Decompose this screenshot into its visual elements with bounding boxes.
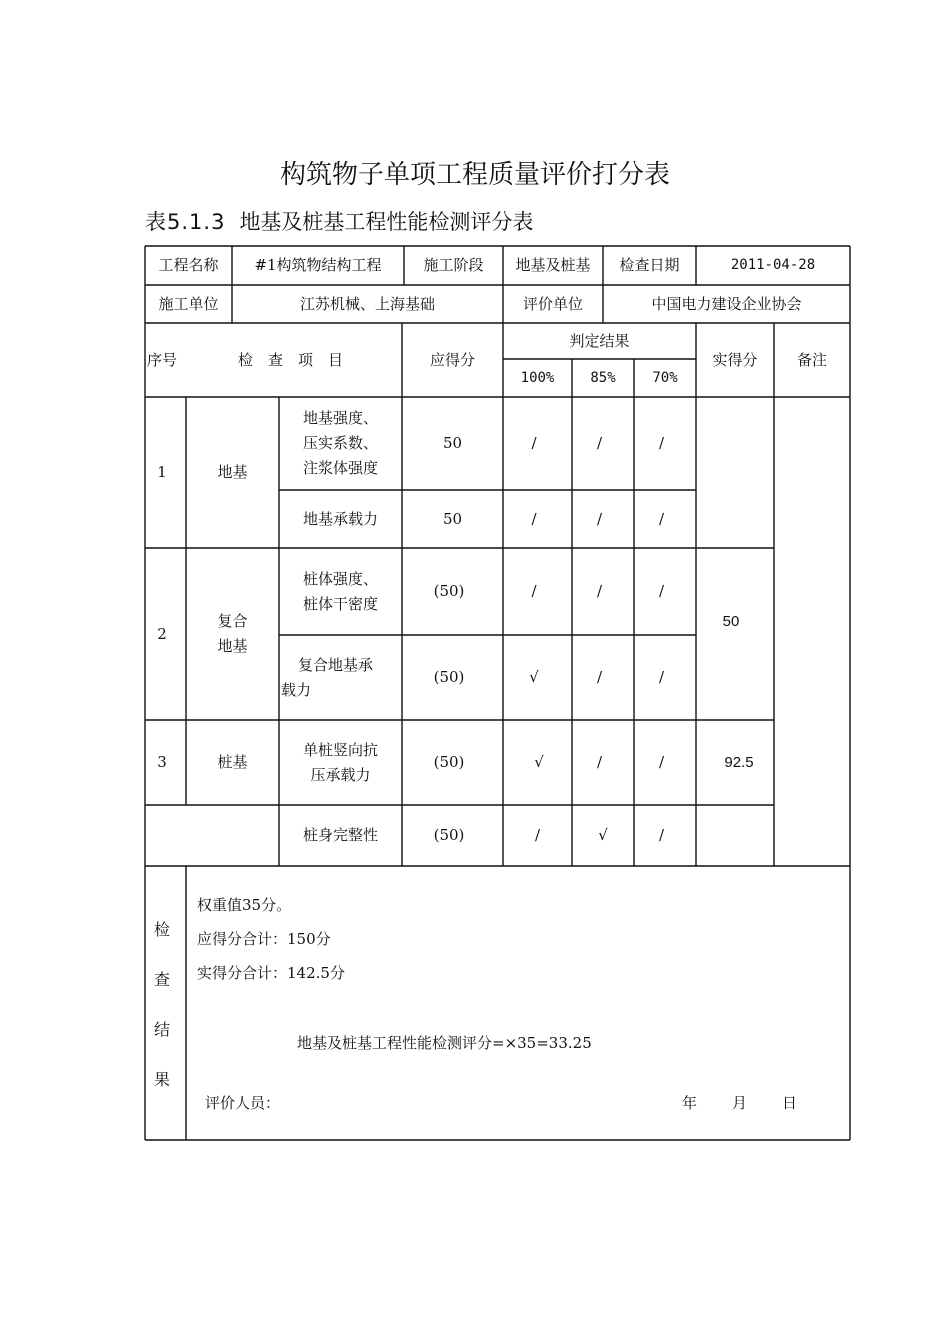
table-name: 地基及桩基工程性能检测评分表 [239, 210, 534, 234]
builder-value: 江苏机械、上海基础 [299, 294, 435, 313]
col-actual: 实得分 [712, 350, 758, 369]
group-2-name: 复合 地基 [217, 612, 248, 655]
row-p100: / [531, 434, 537, 452]
row-item: 复合地基承 载力 [281, 656, 374, 699]
row-p70: / [658, 826, 665, 844]
row-p100: / [531, 509, 537, 528]
result-label-char: 结 [153, 1020, 170, 1039]
row-score: 50 [442, 509, 463, 528]
evaluator-unit-value: 中国电力建设企业协会 [651, 294, 802, 313]
check-date-value: 2011-04-28 [730, 257, 816, 273]
row-p70: / [658, 668, 665, 686]
col-100: 100% [520, 369, 555, 386]
col-item: 检 查 项 目 [237, 350, 343, 369]
col-85: 85% [590, 369, 616, 386]
row-p70: / [658, 434, 665, 452]
col-remark: 备注 [796, 350, 827, 369]
row-score: (50) [433, 582, 465, 600]
row-p85: / [596, 582, 603, 600]
row-score: 50 [442, 434, 463, 452]
col-seq: 序号 [146, 350, 177, 369]
evaluator-person-label: 评价人员： [205, 1094, 281, 1112]
page-title: 构筑物子单项工程质量评价打分表 [279, 160, 670, 190]
row-item: 桩体强度、 桩体干密度 [302, 569, 378, 613]
row-item: 单桩竖向抗 压承载力 [302, 740, 378, 784]
result-weight: 权重值35分。 [197, 896, 292, 914]
row-p70: / [658, 753, 665, 771]
row-p85: / [596, 668, 603, 686]
row-item: 桩身完整性 [302, 826, 378, 844]
row-p70: / [658, 509, 665, 528]
builder-label: 施工单位 [158, 294, 219, 313]
evaluator-unit-label: 评价单位 [522, 294, 583, 313]
row-item: 地基强度、 压实系数、 注浆体强度 [302, 409, 378, 477]
stage-value: 地基及桩基 [515, 256, 591, 274]
row-score: (50) [433, 753, 465, 771]
project-name-value: #1构筑物结构工程 [254, 256, 382, 274]
group-3-no: 3 [157, 753, 167, 771]
table-number: 表5.1.3 [145, 210, 226, 234]
group-3-name: 桩基 [217, 753, 248, 771]
group-1-name: 地基 [217, 463, 248, 481]
table-subtitle [145, 206, 533, 236]
col-70: 70% [652, 369, 678, 386]
group-2-no: 2 [157, 624, 167, 643]
result-actual-total: 实得分合计：142.5分 [197, 964, 345, 982]
group-1-no: 1 [157, 463, 167, 481]
row-score: (50) [433, 826, 465, 844]
result-should-total: 应得分合计：150分 [197, 930, 331, 948]
stage-label: 施工阶段 [423, 256, 484, 274]
row-p100: √ [529, 668, 539, 686]
row-p70: / [658, 582, 665, 600]
date-day-label: 日 [782, 1094, 798, 1112]
project-name-label: 工程名称 [158, 256, 219, 274]
result-label-char: 检 [153, 920, 170, 939]
row-p85: / [596, 509, 603, 528]
row-score: (50) [433, 668, 465, 686]
row-p100: / [531, 582, 537, 600]
actual-score-first: 50 [722, 613, 740, 630]
row-p85: / [596, 753, 603, 771]
row-p100: / [534, 826, 541, 844]
date-month-label: 月 [732, 1094, 748, 1112]
result-label-char: 查 [153, 970, 170, 989]
row-p85: √ [598, 826, 608, 844]
row-item: 地基承载力 [302, 509, 378, 528]
date-year-label: 年 [682, 1094, 698, 1112]
col-judgement: 判定结果 [569, 331, 630, 350]
result-formula: 地基及桩基工程性能检测评分=×35=33.25 [297, 1034, 592, 1052]
row-p100: √ [534, 753, 544, 771]
row-p85: / [596, 434, 603, 452]
check-date-label: 检查日期 [619, 256, 680, 274]
actual-score-second: 92.5 [724, 754, 754, 771]
col-score: 应得分 [429, 350, 475, 369]
result-label-char: 果 [153, 1070, 170, 1089]
